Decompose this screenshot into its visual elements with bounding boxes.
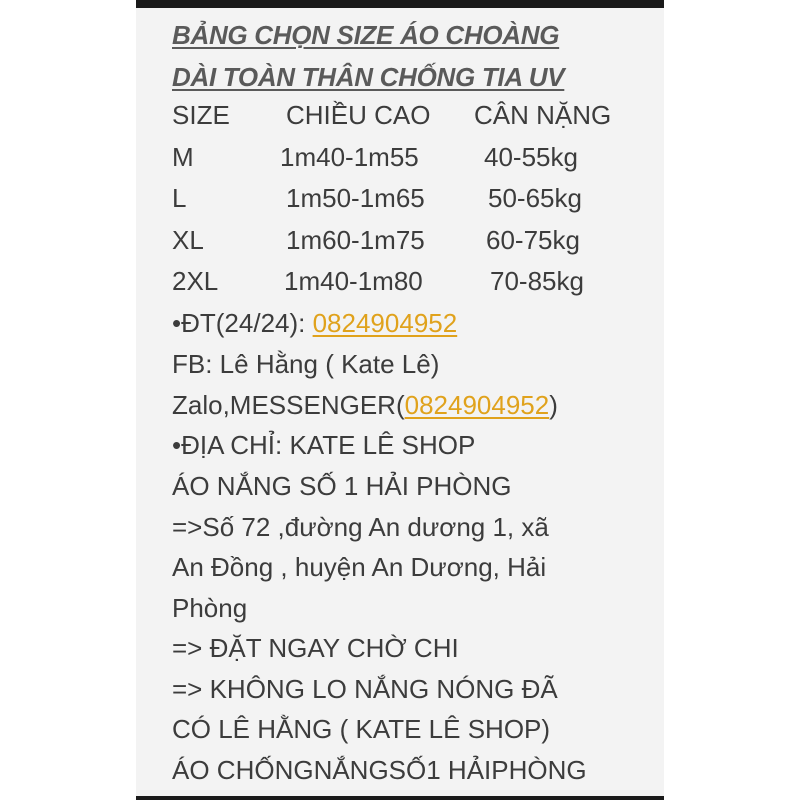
address-line-4: An Đồng , huyện An Dương, Hải [172,552,547,582]
address-line-5: Phòng [172,593,248,623]
address-line-2: ÁO NẮNG SỐ 1 HẢI PHÒNG [172,471,512,501]
height-cell: 1m50-1m65 [286,183,425,213]
zalo-line [172,390,558,421]
size-cell: 2XL [172,266,219,296]
header-weight: CÂN NẶNG [474,100,612,130]
size-table-header [136,100,664,136]
table-row [136,142,664,178]
weight-cell: 60-75kg [486,225,580,255]
header-size: SIZE [172,100,230,130]
address-line-1: •ĐỊA CHỈ: KATE LÊ SHOP [172,430,476,460]
height-cell: 1m60-1m75 [286,225,425,255]
facebook-line: FB: Lê Hằng ( Kate Lê) [172,349,440,379]
size-cell: M [172,142,194,172]
top-border [136,0,664,8]
bottom-border [136,796,664,800]
height-cell: 1m40-1m55 [280,142,419,172]
promo-line-4: ÁO CHỐNGNẮNGSỐ1 HẢIPHÒNG [172,755,587,785]
title-line-1: BẢNG CHỌN SIZE ÁO CHOÀNG [172,20,560,50]
promo-line-2: => KHÔNG LO NẮNG NÓNG ĐÃ [172,674,558,704]
header-height: CHIỀU CAO [286,100,431,130]
phone-line [172,308,457,339]
address-line-3: =>Số 72 ,đường An dương 1, xã [172,512,549,542]
table-row [136,266,664,302]
weight-cell: 50-65kg [488,183,582,213]
phone-prefix: •ĐT(24/24): [172,308,313,338]
size-cell: XL [172,225,204,255]
zalo-suffix: ) [549,390,558,420]
notes-panel [136,0,664,800]
title-line-2: DÀI TOÀN THÂN CHỐNG TIA UV [172,62,565,92]
size-cell: L [172,183,187,213]
table-row [136,183,664,219]
zalo-phone-link[interactable]: 0824904952 [404,390,550,420]
phone-link[interactable]: 0824904952 [312,308,458,338]
table-row [136,225,664,261]
promo-line-1: => ĐẶT NGAY CHỜ CHI [172,633,459,663]
weight-cell: 40-55kg [484,142,578,172]
height-cell: 1m40-1m80 [284,266,423,296]
zalo-prefix: Zalo,MESSENGER( [172,390,405,420]
weight-cell: 70-85kg [490,266,584,296]
promo-line-3: CÓ LÊ HẰNG ( KATE LÊ SHOP) [172,714,551,744]
